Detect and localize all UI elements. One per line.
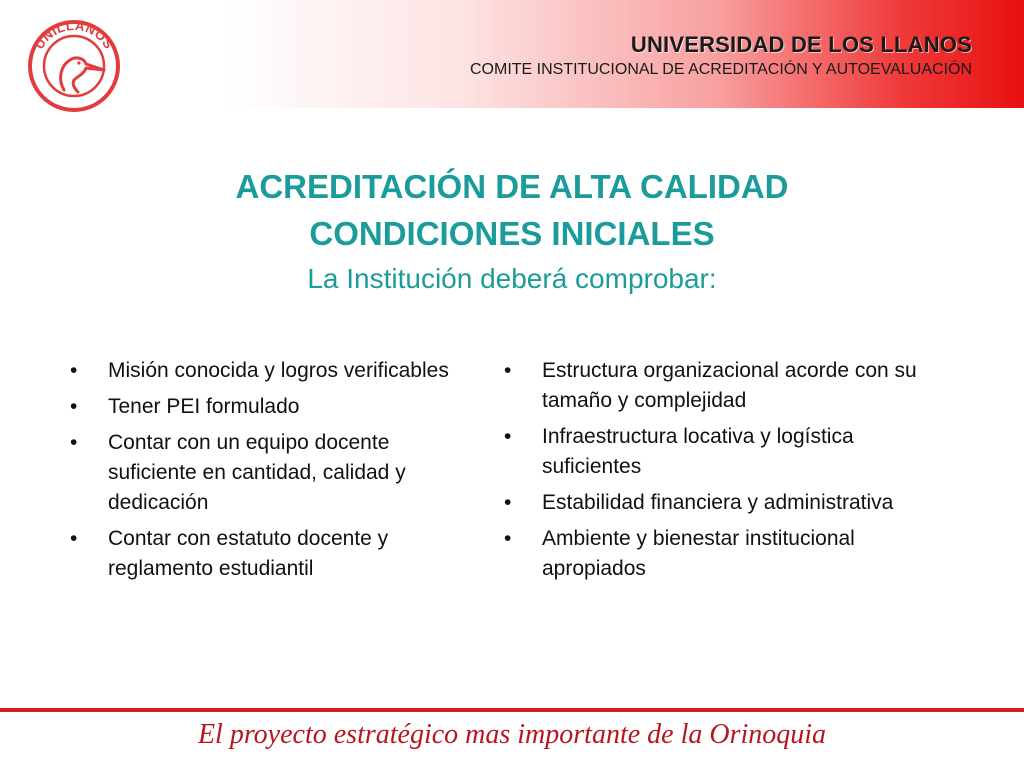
list-item: • Tener PEI formulado — [70, 392, 455, 422]
unillanos-logo-icon — [24, 14, 124, 114]
list-item: • Misión conocida y logros verificables — [70, 356, 455, 386]
footer-tagline: El proyecto estratégico mas importante de la Orinoquia — [197, 719, 827, 750]
bullet-list-left — [70, 356, 455, 590]
list-item: • Estructura organizacional acorde con su tamaño y complejidad — [504, 356, 934, 416]
list-item: • Infraestructura locativa y logística suficientes — [504, 422, 934, 482]
logo-text: UNILLANOS — [31, 17, 117, 52]
list-item: • Estabilidad financiera y administrativa — [504, 488, 934, 518]
committee-name: COMITE INSTITUCIONAL DE ACREDITACIÓN Y AUTOEVALUACIÓN — [469, 61, 972, 78]
list-item: • Contar con un equipo docente suficiente en cantidad, calidad y dedicación — [70, 428, 455, 518]
page-title-line2: CONDICIONES INICIALES — [309, 215, 715, 252]
footer-divider — [0, 708, 1024, 712]
bullet-list-right — [504, 356, 934, 590]
page-subtitle: La Institución deberá comprobar: — [307, 263, 717, 294]
university-name: UNIVERSIDAD DE LOS LLANOS — [630, 32, 972, 57]
list-item: • Ambiente y bienestar institucional apropiados — [504, 524, 934, 584]
page-title-line1: ACREDITACIÓN DE ALTA CALIDAD — [235, 168, 789, 205]
list-item: • Contar con estatuto docente y reglamento estudiantil — [70, 524, 455, 584]
